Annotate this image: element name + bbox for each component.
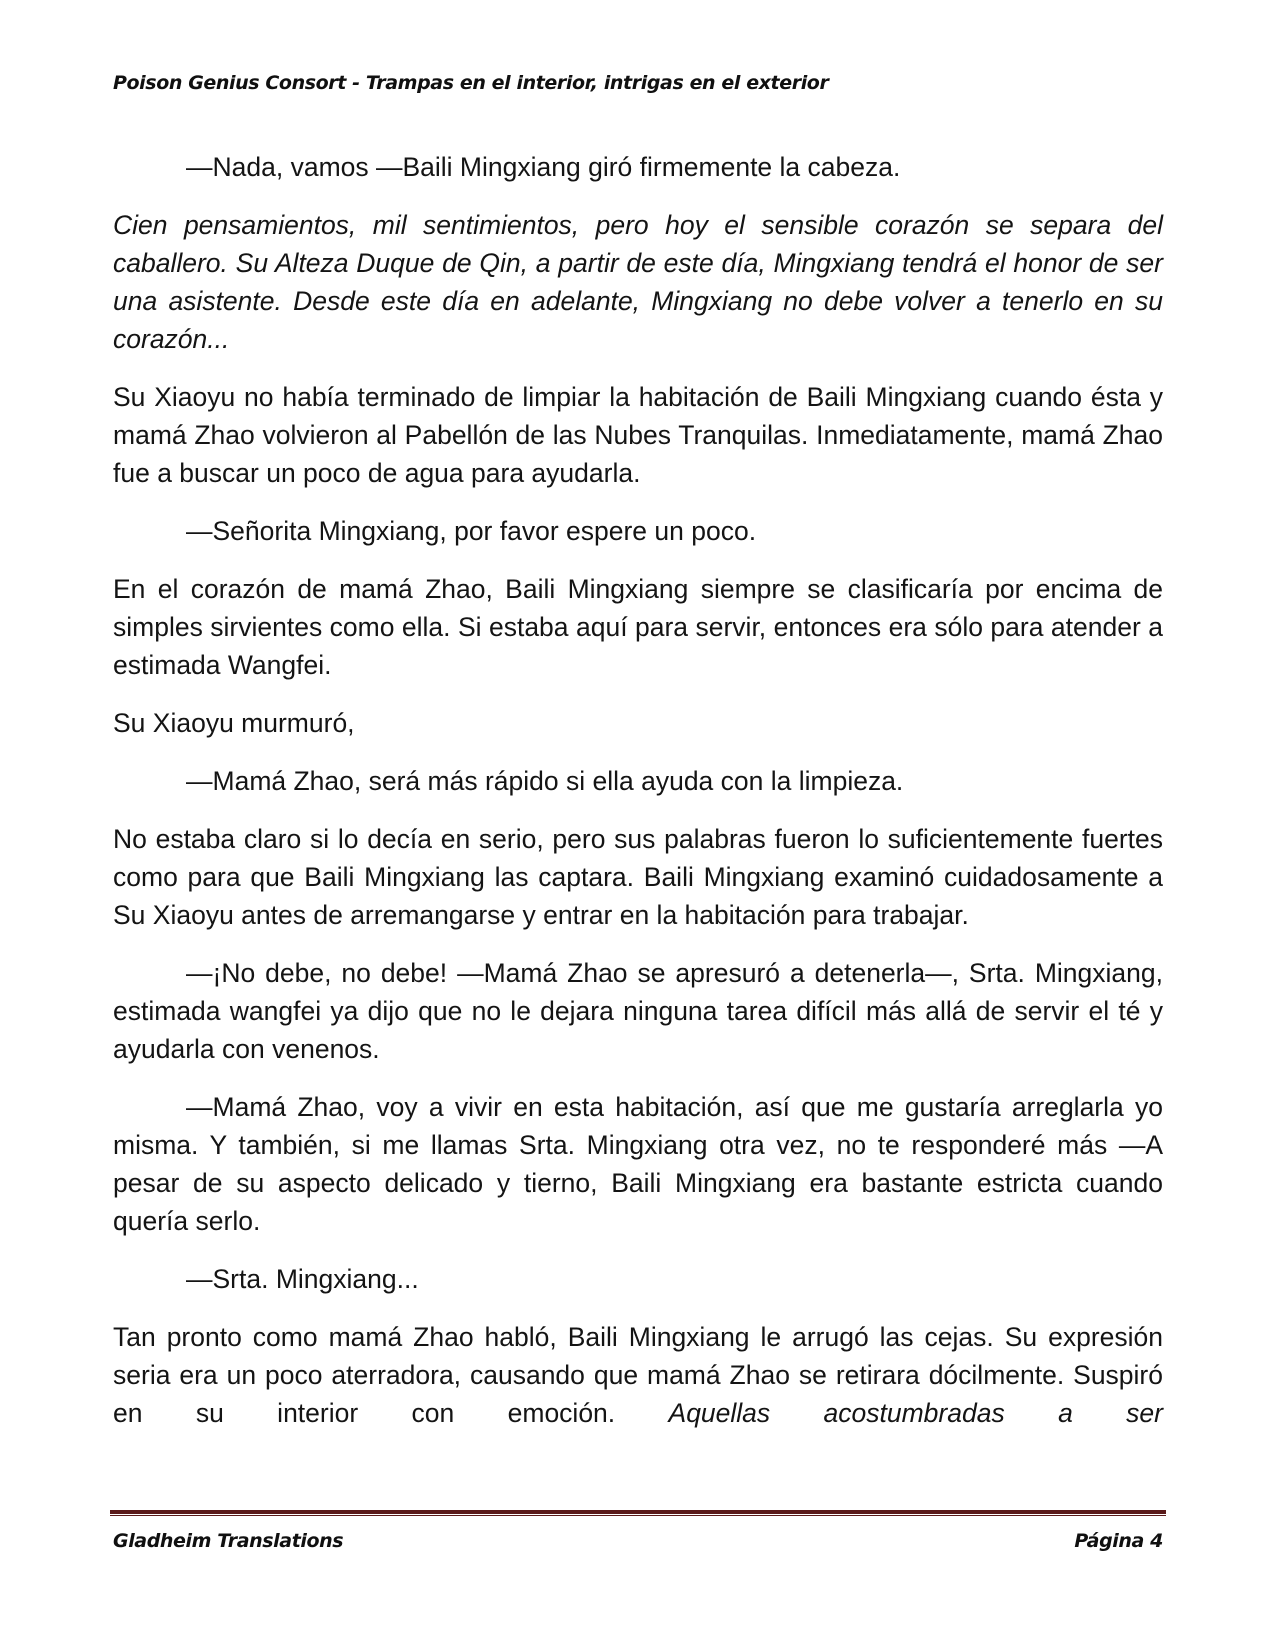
- page-number: Página 4: [1074, 1530, 1163, 1552]
- paragraph: Su Xiaoyu murmuró,: [113, 708, 355, 738]
- paragraph-dialogue: —¡No debe, no debe! —Mamá Zhao se apresuró a detenerla—, Srta. Mingxiang, estimada wangfei ya dijo que no le dejara ninguna tarea difícil más allá de servir el té y ayudarla con venenos.: [113, 958, 1163, 1064]
- paragraph-dialogue: —Nada, vamos —Baili Mingxiang giró firmemente la cabeza.: [186, 152, 901, 182]
- footer-rule: [110, 1510, 1166, 1516]
- paragraph: No estaba claro si lo decía en serio, pero sus palabras fueron lo suficientemente fuertes como para que Baili Mingxiang las captara. Baili Mingxiang examinó cuidadosamente a Su Xiaoyu antes de arremangarse y entrar en la habitación para trabajar.: [113, 824, 1163, 930]
- running-header: Poison Genius Consort - Trampas en el interior, intrigas en el exterior: [113, 72, 829, 94]
- paragraph-text: Tan pronto como mamá Zhao habló, Baili Mingxiang le arrugó las cejas. Su expresión seria era un poco aterradora, causando que mamá Zhao se retirara dócilmente. Suspiró en su interior con emoción.: [113, 1322, 1163, 1428]
- paragraph: En el corazón de mamá Zhao, Baili Mingxiang siempre se clasificaría por encima de simples sirvientes como ella. Si estaba aquí para servir, entonces era sólo para atender a estimada Wangfei.: [113, 574, 1163, 680]
- paragraph-dialogue: —Señorita Mingxiang, por favor espere un poco.: [186, 516, 757, 546]
- paragraph: Su Xiaoyu no había terminado de limpiar la habitación de Baili Mingxiang cuando ésta y mamá Zhao volvieron al Pabellón de las Nubes Tranquilas. Inmediatamente, mamá Zhao fue a buscar un poco de agua para ayudarla.: [113, 382, 1163, 488]
- paragraph-italic-thought: Cien pensamientos, mil sentimientos, pero hoy el sensible corazón se separa del caballero. Su Alteza Duque de Qin, a partir de este día, Mingxiang tendrá el honor de ser una asistente. Desde este día en adelante, Mingxiang no debe volver a tenerlo en su corazón...: [113, 210, 1163, 354]
- paragraph-dialogue: —Mamá Zhao, será más rápido si ella ayuda con la limpieza.: [186, 766, 904, 796]
- italic-fragment: Aquellas acostumbradas a ser: [668, 1398, 1163, 1428]
- paragraph-dialogue: —Srta. Mingxiang...: [186, 1264, 419, 1294]
- paragraph-dialogue: —Mamá Zhao, voy a vivir en esta habitación, así que me gustaría arreglarla yo misma. Y también, si me llamas Srta. Mingxiang otra vez, no te responderé más —A pesar de su aspecto delicado y tierno, Baili Mingxiang era bastante estricta cuando quería serlo.: [113, 1092, 1163, 1236]
- paragraph-continues: [113, 1318, 1163, 1432]
- footer-credit: Gladheim Translations: [113, 1530, 344, 1552]
- page-body: [113, 148, 1163, 1452]
